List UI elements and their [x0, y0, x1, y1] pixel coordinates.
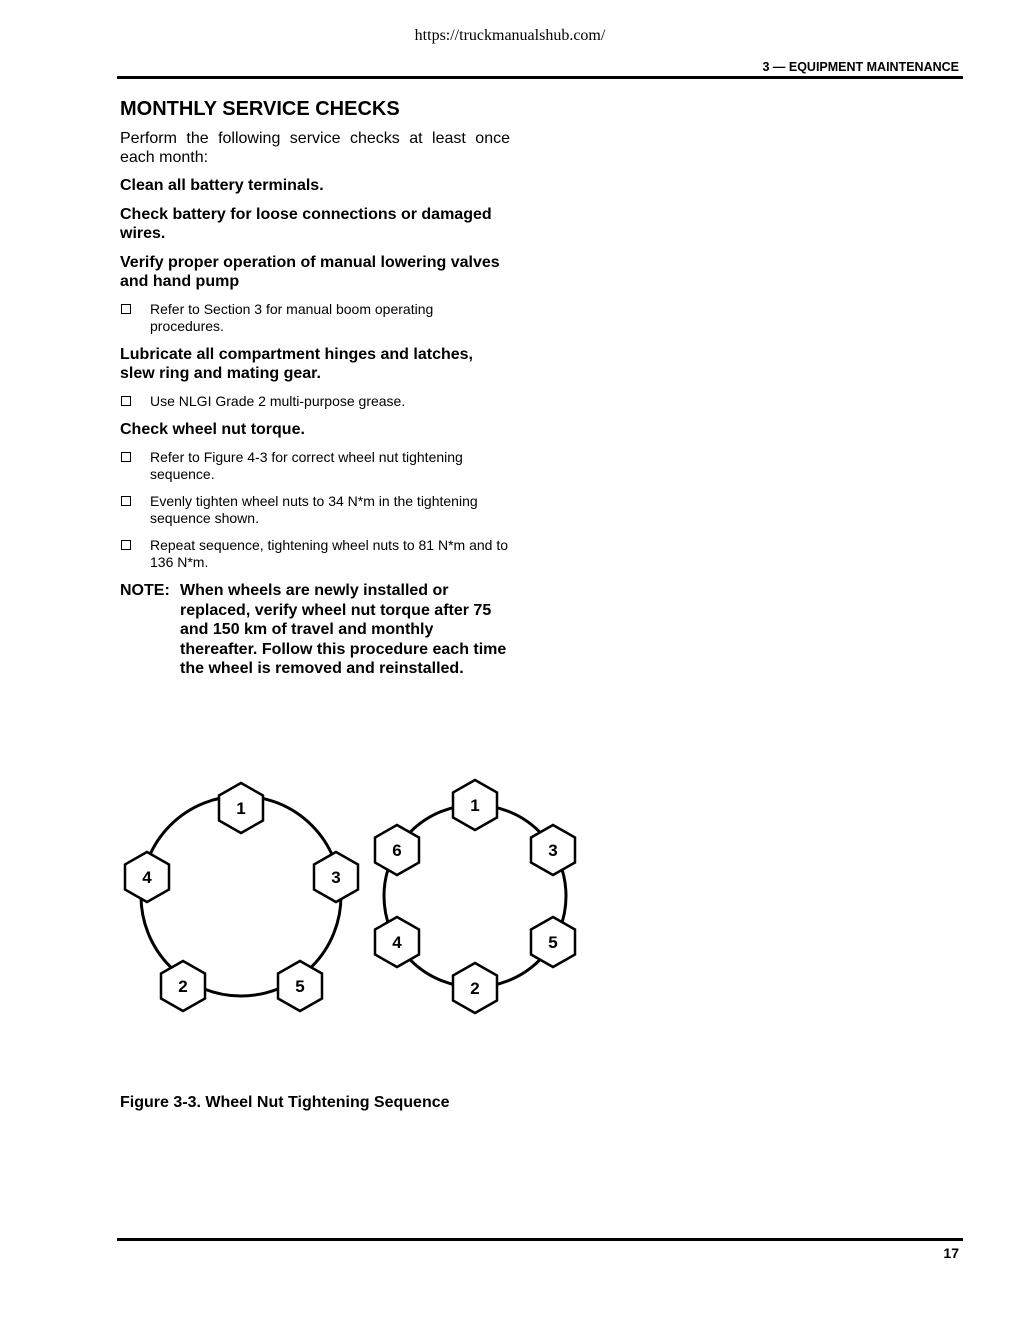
source-url[interactable]: https://truckmanualshub.com/	[414, 27, 606, 44]
note-text: When wheels are newly installed or replaced, verify wheel nut torque after 75 and 150 km of travel and monthly thereafter. Follow this procedure each time the wheel is removed and reinstalled.	[180, 582, 507, 677]
nut-label: 4	[392, 933, 402, 952]
nut-hex	[161, 961, 205, 1011]
figure-caption: Figure 3-3. Wheel Nut Tightening Sequence	[120, 1094, 450, 1111]
nut-hex	[453, 963, 497, 1013]
bullet-text: Use NLGI Grade 2 multi-purpose grease.	[150, 393, 406, 409]
main-content	[120, 98, 510, 679]
bullet-text: Repeat sequence, tightening wheel nuts to 81 N*m and to 136 N*m.	[150, 537, 509, 570]
nut-hex	[314, 852, 358, 902]
nut-label: 1	[470, 796, 480, 815]
list-item	[120, 537, 510, 571]
nut-label: 3	[548, 841, 558, 860]
nut-label: 4	[142, 868, 152, 887]
nut-hex	[219, 783, 263, 833]
header-rule	[117, 76, 963, 79]
nut-hex	[375, 825, 419, 875]
nut-label: 1	[236, 799, 246, 818]
nut-label: 2	[178, 977, 188, 996]
nut-label: 6	[392, 841, 402, 860]
page-number: 17	[943, 1245, 959, 1261]
nut-hex	[531, 825, 575, 875]
checkbox-bullet-icon	[121, 396, 131, 406]
note-block	[120, 581, 510, 679]
bullet-text: Refer to Section 3 for manual boom operating procedures.	[150, 301, 434, 334]
nut-label: 5	[548, 933, 558, 952]
bullet-text: Refer to Figure 4-3 for correct wheel nut tightening sequence.	[150, 449, 463, 482]
list-item	[120, 301, 510, 335]
bullet-text: Evenly tighten wheel nuts to 34 N*m in the tightening sequence shown.	[150, 493, 478, 526]
intro-text: Perform the following service checks at least once each month:	[120, 130, 510, 166]
nut-hex	[278, 961, 322, 1011]
note-label: NOTE:	[120, 582, 170, 599]
nut-hex	[531, 917, 575, 967]
five-nut-wheel	[125, 783, 358, 1011]
nut-hex	[375, 917, 419, 967]
check-heading-lubricate: Lubricate all compartment hinges and latches, slew ring and mating gear.	[120, 346, 473, 382]
section-header: 3 — EQUIPMENT MAINTENANCE	[762, 60, 959, 74]
check-heading-lowering-valves: Verify proper operation of manual lowering valves and hand pump	[120, 254, 500, 290]
check-heading-battery-connections: Check battery for loose connections or damaged wires.	[120, 206, 492, 242]
six-nut-wheel	[375, 780, 575, 1013]
check-heading-battery-terminals: Clean all battery terminals.	[120, 177, 324, 194]
footer-rule	[117, 1238, 963, 1241]
checkbox-bullet-icon	[121, 496, 131, 506]
list-item	[120, 393, 510, 410]
list-item	[120, 449, 510, 483]
nut-hex	[125, 852, 169, 902]
nut-hex	[453, 780, 497, 830]
checkbox-bullet-icon	[121, 452, 131, 462]
checkbox-bullet-icon	[121, 304, 131, 314]
list-item	[120, 493, 510, 527]
nut-label: 5	[295, 977, 305, 996]
wheel-nut-sequence-diagram	[110, 770, 590, 1030]
nut-label: 3	[331, 868, 341, 887]
nut-label: 2	[470, 979, 480, 998]
checkbox-bullet-icon	[121, 540, 131, 550]
check-heading-wheel-nut-torque: Check wheel nut torque.	[120, 421, 305, 438]
page-title: MONTHLY SERVICE CHECKS	[120, 98, 400, 120]
